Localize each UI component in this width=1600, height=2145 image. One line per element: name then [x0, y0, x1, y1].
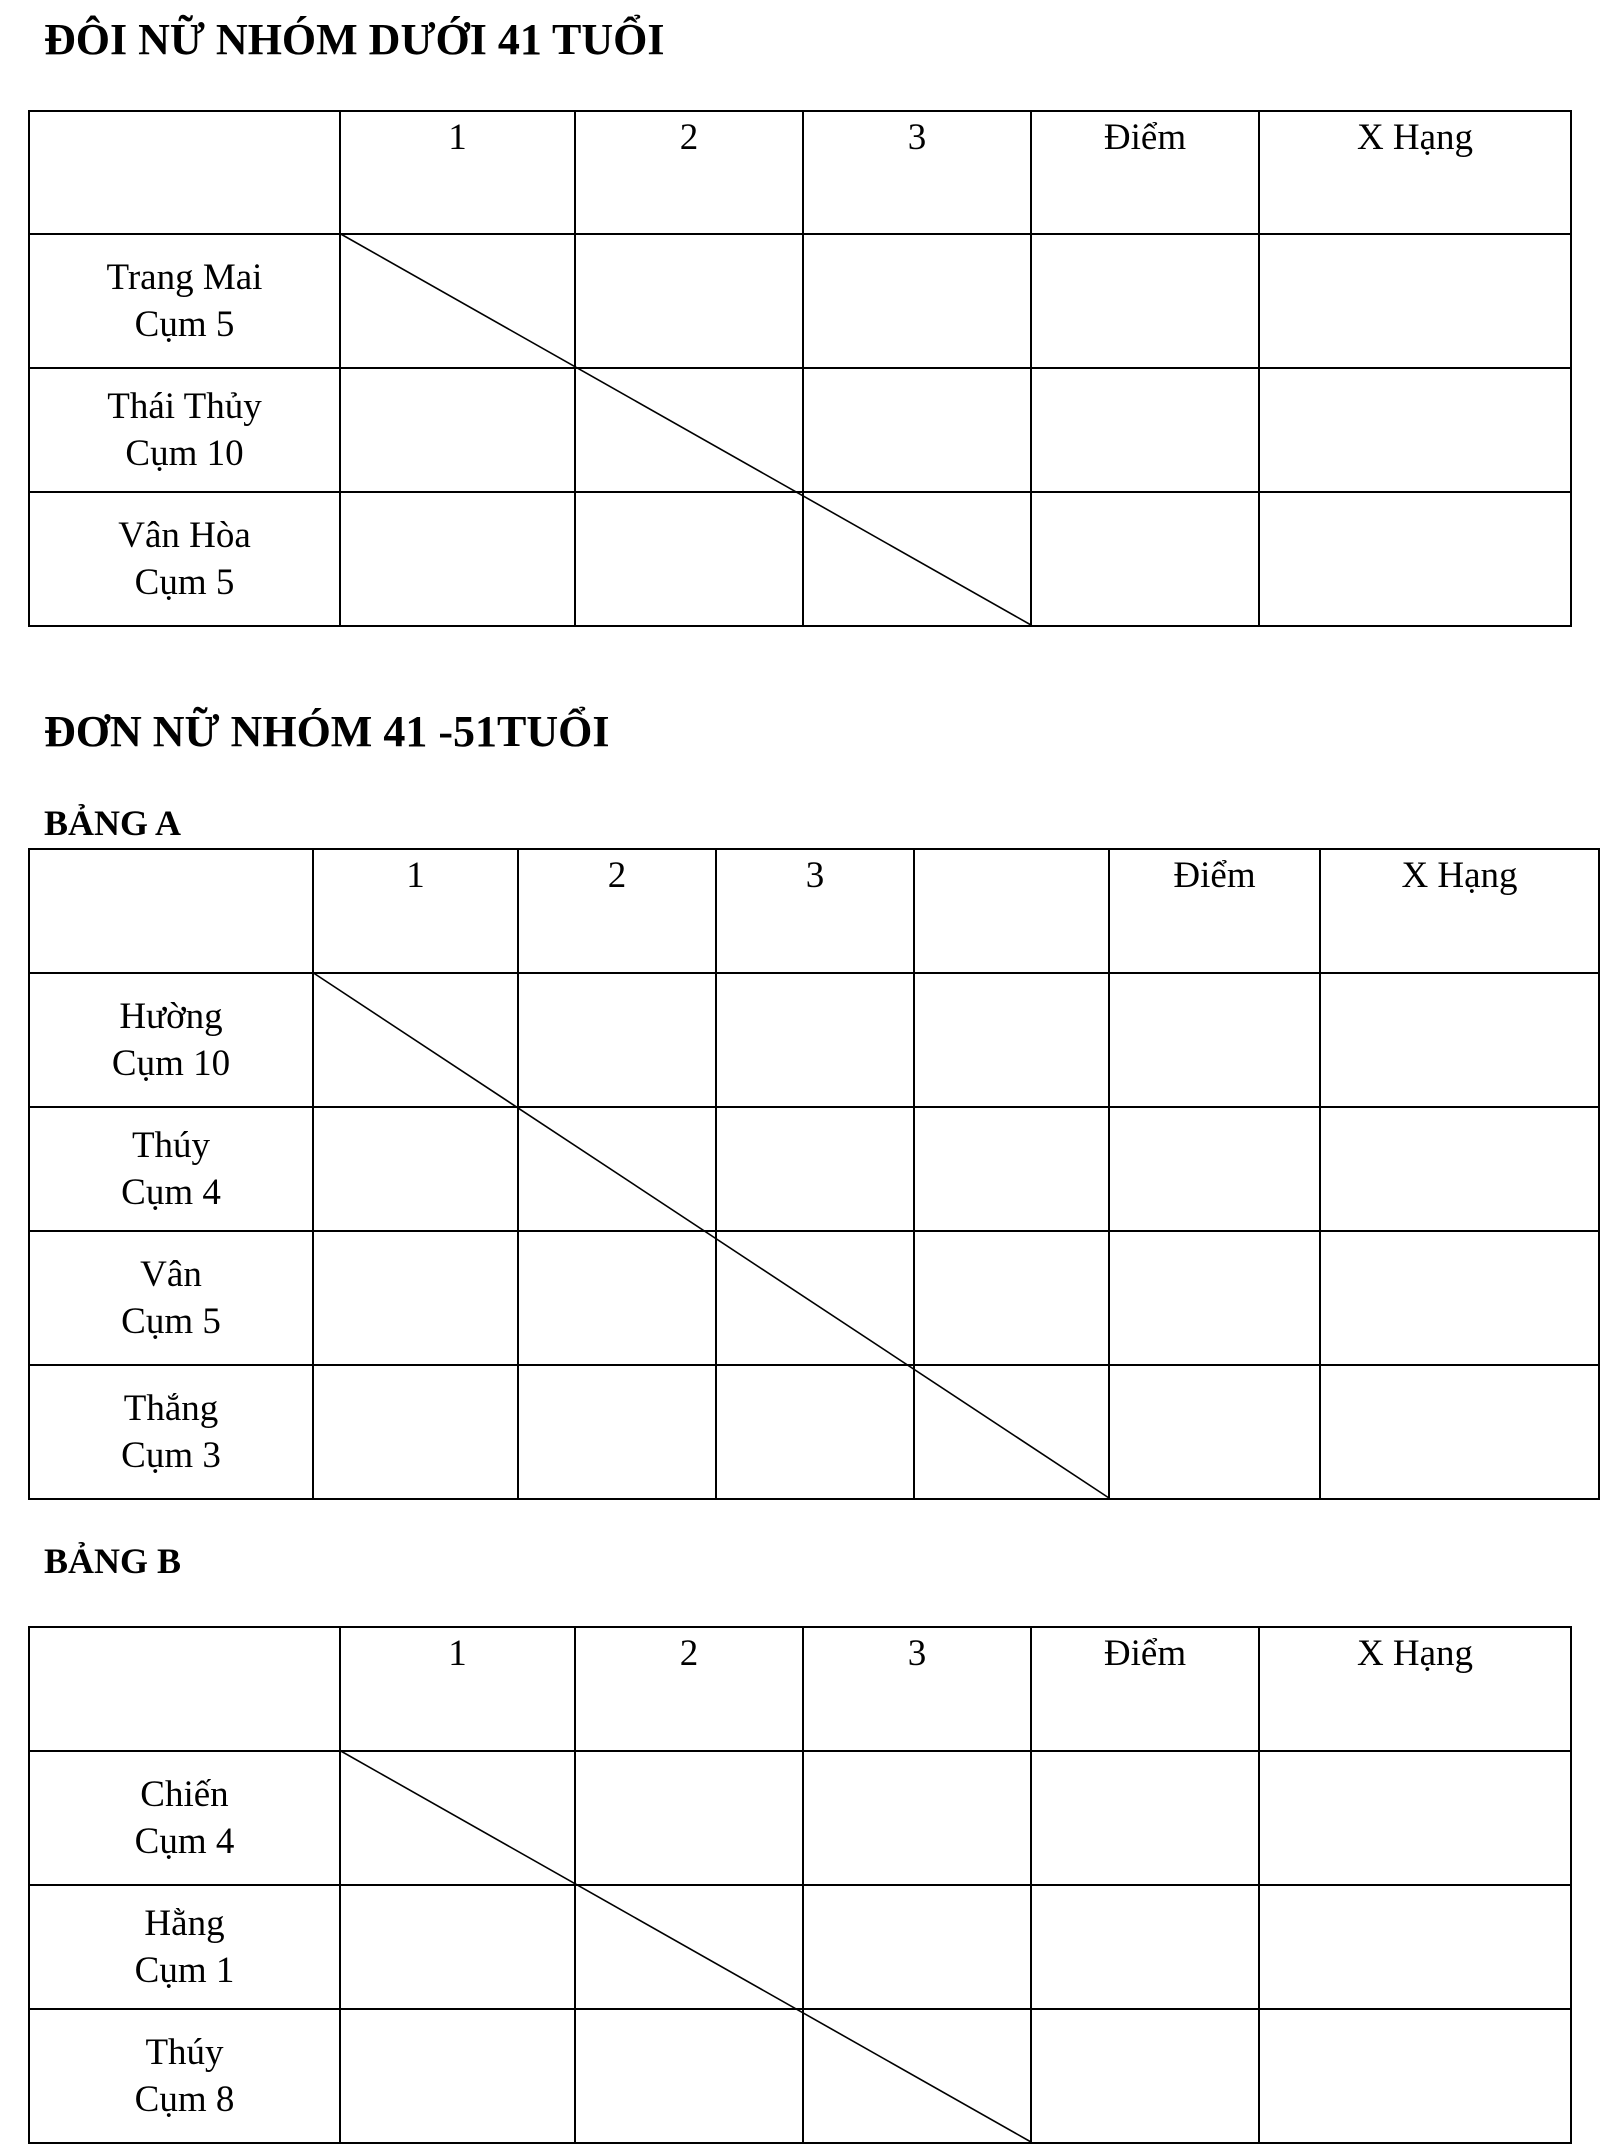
score-cell[interactable] [914, 1231, 1109, 1365]
player-cluster: Cụm 5 [121, 1301, 221, 1342]
group-b-label: BẢNG B [44, 1541, 182, 1581]
player-name: Trang Mai [106, 257, 263, 298]
header-cell-rank: X Hạng [1259, 111, 1571, 234]
header-cell-match-2: 2 [575, 1627, 803, 1751]
score-cell[interactable] [803, 1751, 1031, 1885]
points-cell[interactable] [1031, 2009, 1259, 2143]
rank-cell[interactable] [1320, 1231, 1599, 1365]
player-cell [29, 1231, 313, 1365]
player-cell [29, 973, 313, 1107]
score-cell[interactable] [575, 1751, 803, 1885]
score-cell[interactable] [914, 973, 1109, 1107]
score-cell[interactable] [313, 1107, 518, 1231]
table-row [29, 1885, 1571, 2009]
table-row [29, 492, 1571, 626]
rank-cell[interactable] [1259, 1885, 1571, 2009]
points-cell[interactable] [1031, 234, 1259, 368]
player-cell [29, 1885, 340, 2009]
points-cell[interactable] [1031, 1885, 1259, 2009]
score-cell[interactable] [716, 1365, 914, 1499]
table-row [29, 2009, 1571, 2143]
points-cell[interactable] [1109, 1231, 1320, 1365]
player-name: Chiến [140, 1774, 229, 1815]
score-cell[interactable] [575, 368, 803, 492]
header-cell-points: Điểm [1109, 849, 1320, 973]
header-cell-match-3: 3 [803, 1627, 1031, 1751]
player-cell [29, 1365, 313, 1499]
points-cell[interactable] [1031, 368, 1259, 492]
table-row [29, 368, 1571, 492]
player-cluster: Cụm 8 [134, 2079, 235, 2120]
player-name: Vân [140, 1254, 202, 1295]
header-cell-match-4 [914, 849, 1109, 973]
points-cell[interactable] [1109, 973, 1320, 1107]
section-1-title: ĐÔI NỮ NHÓM DƯỚI 41 TUỔI [44, 15, 665, 64]
table-row [29, 1107, 1599, 1231]
header-cell-match-1: 1 [340, 111, 575, 234]
player-cell [29, 368, 340, 492]
table-row [29, 973, 1599, 1107]
score-cell[interactable] [803, 2009, 1031, 2143]
points-cell[interactable] [1109, 1365, 1320, 1499]
player-cluster: Cụm 10 [125, 433, 244, 474]
player-cluster: Cụm 4 [121, 1172, 221, 1213]
player-cell [29, 492, 340, 626]
score-cell[interactable] [803, 234, 1031, 368]
player-name: Hằng [144, 1903, 225, 1944]
header-cell-match-3: 3 [716, 849, 914, 973]
header-cell-rank: X Hạng [1320, 849, 1599, 973]
header-cell-blank [29, 1627, 340, 1751]
score-cell[interactable] [340, 492, 575, 626]
header-cell-rank: X Hạng [1259, 1627, 1571, 1751]
results-table-bang-a [28, 848, 1600, 1500]
rank-cell[interactable] [1320, 1365, 1599, 1499]
score-cell[interactable] [803, 1885, 1031, 2009]
table-row [29, 1365, 1599, 1499]
score-cell[interactable] [803, 368, 1031, 492]
rank-cell[interactable] [1259, 2009, 1571, 2143]
score-cell[interactable] [340, 368, 575, 492]
player-cluster: Cụm 5 [134, 562, 235, 603]
header-cell-points: Điểm [1031, 1627, 1259, 1751]
header-cell-match-2: 2 [518, 849, 716, 973]
score-cell[interactable] [575, 234, 803, 368]
results-table-doi-nu-duoi-41 [28, 110, 1572, 627]
table-row [29, 234, 1571, 368]
table-row [29, 1751, 1571, 1885]
rank-cell[interactable] [1320, 1107, 1599, 1231]
score-cell[interactable] [575, 2009, 803, 2143]
player-name: Thắng [123, 1388, 219, 1429]
player-cell [29, 2009, 340, 2143]
player-cell [29, 1107, 313, 1231]
player-cell [29, 234, 340, 368]
score-cell[interactable] [575, 1885, 803, 2009]
rank-cell[interactable] [1259, 234, 1571, 368]
score-cell[interactable] [340, 234, 575, 368]
rank-cell[interactable] [1320, 973, 1599, 1107]
score-cell[interactable] [716, 1107, 914, 1231]
score-cell[interactable] [313, 973, 518, 1107]
points-cell[interactable] [1109, 1107, 1320, 1231]
score-cell[interactable] [518, 1365, 716, 1499]
player-name: Vân Hòa [118, 515, 251, 556]
rank-cell[interactable] [1259, 368, 1571, 492]
score-cell[interactable] [340, 2009, 575, 2143]
player-cell [29, 1751, 340, 1885]
results-table-bang-b [28, 1626, 1572, 2144]
rank-cell[interactable] [1259, 1751, 1571, 1885]
player-cluster: Cụm 5 [134, 304, 235, 345]
player-cluster: Cụm 4 [134, 1821, 235, 1862]
score-cell[interactable] [575, 492, 803, 626]
player-name: Thái Thủy [107, 386, 262, 427]
score-cell[interactable] [518, 1107, 716, 1231]
header-cell-match-1: 1 [340, 1627, 575, 1751]
header-cell-points: Điểm [1031, 111, 1259, 234]
score-cell[interactable] [313, 1231, 518, 1365]
score-cell[interactable] [518, 1231, 716, 1365]
score-cell[interactable] [716, 973, 914, 1107]
score-cell[interactable] [518, 973, 716, 1107]
player-cluster: Cụm 3 [121, 1435, 221, 1476]
table-row [29, 1231, 1599, 1365]
player-cluster: Cụm 10 [111, 1043, 231, 1084]
score-cell[interactable] [803, 492, 1031, 626]
rank-cell[interactable] [1259, 492, 1571, 626]
score-cell[interactable] [914, 1107, 1109, 1231]
score-cell[interactable] [914, 1365, 1109, 1499]
score-cell[interactable] [716, 1231, 914, 1365]
header-cell-match-3: 3 [803, 111, 1031, 234]
score-cell[interactable] [340, 1885, 575, 2009]
header-cell-match-2: 2 [575, 111, 803, 234]
player-cluster: Cụm 1 [134, 1950, 235, 1991]
player-name: Thúy [131, 1125, 211, 1166]
player-name: Thúy [145, 2032, 224, 2073]
header-cell-match-1: 1 [313, 849, 518, 973]
points-cell[interactable] [1031, 1751, 1259, 1885]
points-cell[interactable] [1031, 492, 1259, 626]
section-2-title: ĐƠN NỮ NHÓM 41 -51TUỔI [44, 707, 610, 756]
header-cell-blank [29, 111, 340, 234]
score-cell[interactable] [313, 1365, 518, 1499]
score-cell[interactable] [340, 1751, 575, 1885]
header-cell-blank [29, 849, 313, 973]
group-a-label: BẢNG A [44, 803, 182, 843]
player-name: Hường [119, 996, 223, 1037]
